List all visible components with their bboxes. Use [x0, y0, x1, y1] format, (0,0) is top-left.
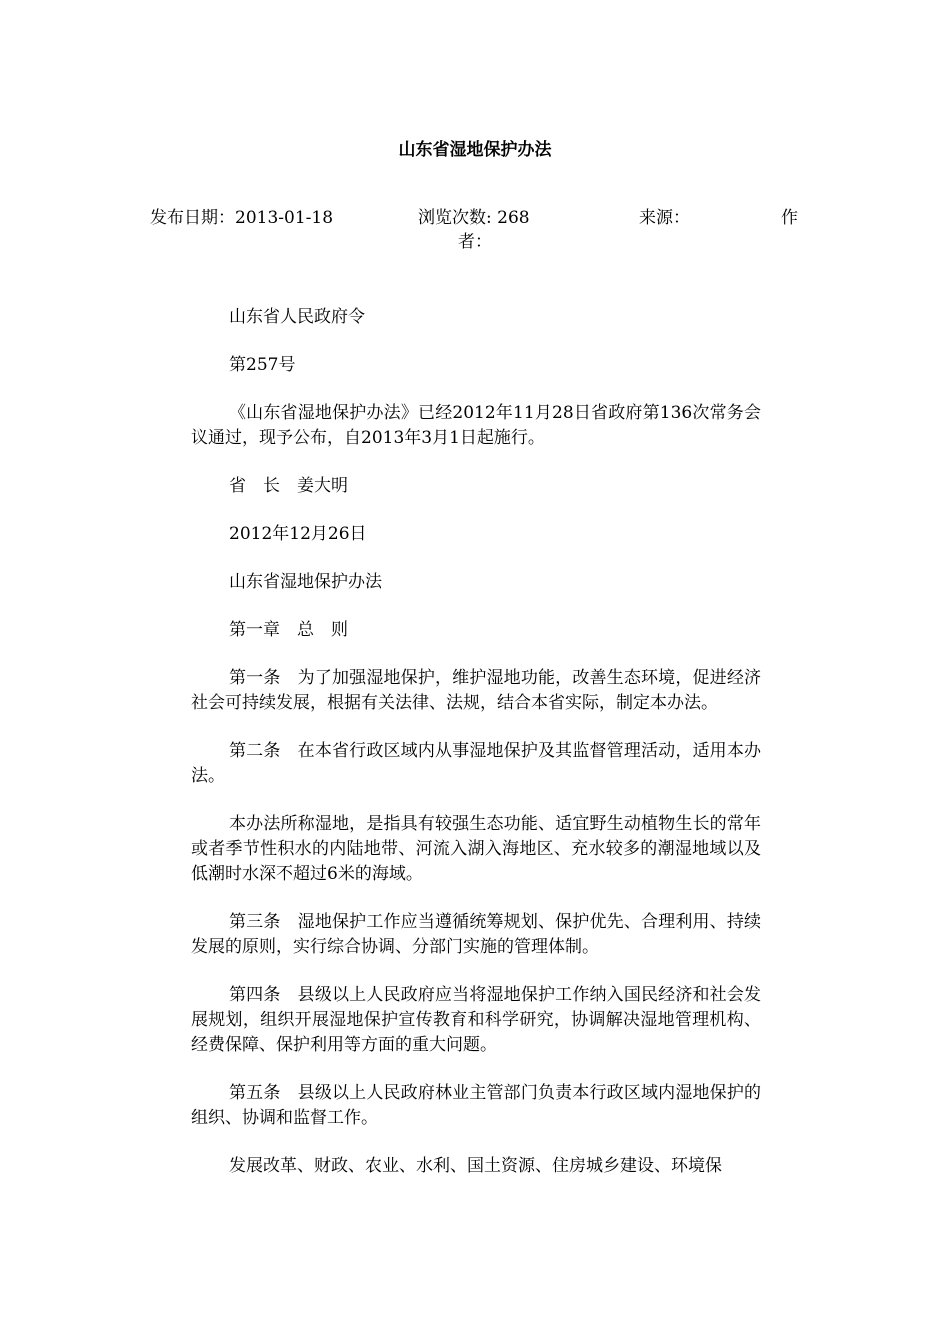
paragraph: 第五条 县级以上人民政府林业主管部门负责本行政区域内湿地保护的组织、协调和监督工作。: [191, 1083, 761, 1128]
document-body: [191, 305, 761, 1202]
publish-date: 发布日期：2013-01-18: [150, 208, 334, 228]
paragraph: 本办法所称湿地，是指具有较强生态功能、适宜野生动植物生长的常年或者季节性积水的内陆地带、河流入湖入海地区、充水较多的潮湿地域以及低潮时水深不超过6米的海域。: [191, 814, 761, 884]
paragraph: 第一条 为了加强湿地保护，维护湿地功能，改善生态环境，促进经济社会可持续发展，根据有关法律、法规，结合本省实际，制定本办法。: [191, 668, 761, 713]
author-label-part2: 者：: [458, 232, 492, 252]
paragraph: 第257号: [229, 355, 296, 375]
author-label-part1: 作: [781, 208, 798, 228]
paragraph: 第一章 总 则: [229, 620, 348, 640]
source-label: 来源：: [639, 208, 690, 228]
document-title: 山东省湿地保护办法: [398, 140, 552, 160]
document-meta: [0, 206, 950, 258]
paragraph: 2012年12月26日: [229, 524, 367, 544]
view-count: 浏览次数: 268: [418, 208, 530, 228]
paragraph: 山东省湿地保护办法: [229, 572, 382, 592]
paragraph: 省 长 姜大明: [229, 476, 348, 496]
paragraph: 第四条 县级以上人民政府应当将湿地保护工作纳入国民经济和社会发展规划，组织开展湿地保护宣传教育和科学研究，协调解决湿地管理机构、经费保障、保护利用等方面的重大问题。: [191, 985, 761, 1055]
paragraph: 《山东省湿地保护办法》已经2012年11月28日省政府第136次常务会议通过，现予公布，自2013年3月1日起施行。: [191, 403, 761, 448]
paragraph: 山东省人民政府令: [229, 307, 365, 327]
paragraph: 发展改革、财政、农业、水利、国土资源、住房城乡建设、环境保: [229, 1156, 722, 1176]
paragraph: 第二条 在本省行政区域内从事湿地保护及其监督管理活动，适用本办法。: [191, 741, 761, 786]
paragraph: 第三条 湿地保护工作应当遵循统筹规划、保护优先、合理利用、持续发展的原则，实行综合协调、分部门实施的管理体制。: [191, 912, 761, 957]
